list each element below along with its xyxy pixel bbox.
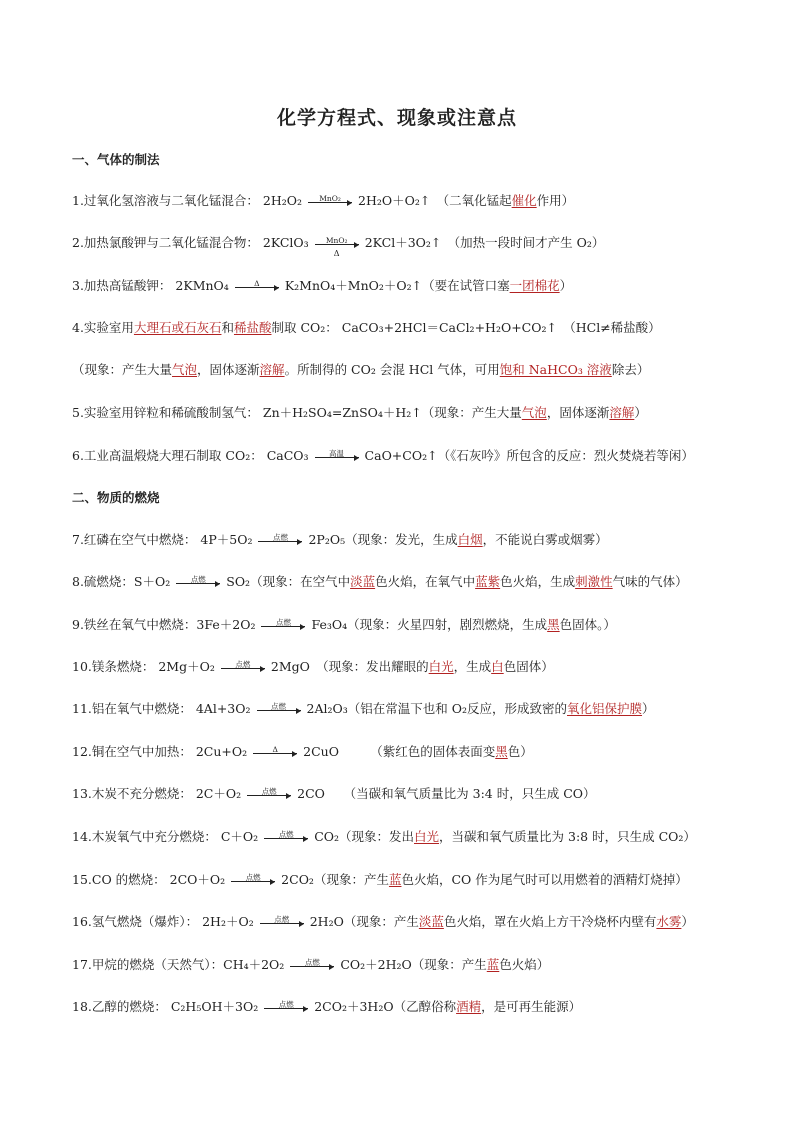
equation-text: 4.实验室用 xyxy=(72,320,134,335)
equation-line xyxy=(72,531,762,549)
reaction-condition-label: 高温 xyxy=(329,448,345,458)
equation-text: ，是可再生能源） xyxy=(481,999,582,1014)
reaction-condition-label: 点燃 xyxy=(261,786,277,796)
reaction-condition-label: MnO₂ xyxy=(325,235,348,245)
equation-text: 色） xyxy=(507,744,533,759)
highlighted-keyword: 黑 xyxy=(495,744,508,759)
equation-text: ，不能说白雾或烟雾） xyxy=(482,532,608,547)
equation-line xyxy=(72,361,762,379)
equation-text: ，生成 xyxy=(453,659,492,674)
highlighted-keyword: 白光 xyxy=(414,829,440,844)
highlighted-keyword: 黑 xyxy=(547,617,560,632)
equation-text: 2H₂O₂ xyxy=(258,193,303,208)
equation-text: 2Al₂O₃（铝在常温下也和 O₂反应，形成致密的 xyxy=(306,701,568,716)
equation-text: K₂MnO₄＋MnO₂＋O₂↑（要在试管口塞 xyxy=(284,278,510,293)
equation-text: 色火焰，生成 xyxy=(500,574,576,589)
equation-line xyxy=(72,913,762,931)
equation-line xyxy=(72,871,762,889)
equation-text: Fe₃O₄（现象：火星四射，剧烈燃烧，生成 xyxy=(311,617,548,632)
equation-text: （现象：产生大量 xyxy=(72,362,173,377)
reaction-condition-arrow xyxy=(221,660,265,676)
highlighted-keyword: 气泡 xyxy=(521,405,547,420)
equation-text: 15.CO 的燃烧： 2CO＋O₂ xyxy=(72,872,226,887)
equation-line xyxy=(72,404,762,422)
equation-line xyxy=(72,234,762,258)
reaction-condition-label: 点燃 xyxy=(278,999,294,1009)
reaction-condition-label: 点燃 xyxy=(274,914,290,924)
equation-text: 10.镁条燃烧： 2Mg＋O₂ xyxy=(72,659,215,674)
equation-line xyxy=(72,743,762,761)
highlighted-keyword: 稀盐酸 xyxy=(233,320,272,335)
highlighted-keyword: 淡蓝 xyxy=(350,574,376,589)
reaction-condition-label: 点燃 xyxy=(190,574,206,584)
equation-text: 和 xyxy=(221,320,234,335)
equation-text: 7.红磷在空气中燃烧： 4P＋5O₂ xyxy=(72,532,253,547)
equation-text: 6.工业高温煅烧大理石制取 CO₂： CaCO₃ xyxy=(72,448,309,463)
reaction-condition-label: 点燃 xyxy=(272,532,288,542)
reaction-condition-arrow xyxy=(257,702,301,718)
equation-text: CaO+CO₂↑（《石灰吟》所包含的反应：烈火焚烧若等闲） xyxy=(364,448,694,463)
equation-line xyxy=(72,700,762,718)
reaction-condition-arrow xyxy=(264,830,308,846)
equation-text: CO₂（现象：发出 xyxy=(314,829,415,844)
section-heading-combustion: 二、物质的燃烧 xyxy=(72,490,160,505)
arrow-icon xyxy=(264,1008,308,1009)
reaction-condition-arrow xyxy=(315,449,359,465)
highlighted-keyword: 溶解 xyxy=(609,405,635,420)
arrow-icon xyxy=(258,541,302,542)
equation-text: 色火焰，CO 作为尾气时可以用燃着的酒精灯烧掉） xyxy=(401,872,688,887)
reaction-condition-arrow xyxy=(308,194,352,210)
equation-text: 制取 CO₂： CaCO₃+2HCl＝CaCl₂+H₂O+CO₂↑ （HCl≠稀盐酸） xyxy=(271,320,661,335)
reaction-condition-arrow xyxy=(315,235,359,258)
reaction-condition-label: Δ xyxy=(272,744,278,754)
reaction-condition-arrow xyxy=(247,787,291,803)
equation-text: 色固体。） xyxy=(559,617,616,632)
arrow-icon xyxy=(308,202,352,203)
equation-text: 作用） xyxy=(536,193,575,208)
equation-line xyxy=(72,828,762,846)
equation-line xyxy=(72,319,762,337)
reaction-condition-label: 点燃 xyxy=(245,872,261,882)
reaction-condition-arrow xyxy=(253,745,297,761)
highlighted-keyword: 水雾 xyxy=(656,914,682,929)
equation-text: 除去） xyxy=(611,362,650,377)
reaction-condition-arrow xyxy=(260,915,304,931)
reaction-condition-arrow xyxy=(258,533,302,549)
equation-text: 17.甲烷的燃烧（天然气）：CH₄＋2O₂ xyxy=(72,957,285,972)
arrow-icon xyxy=(315,457,359,458)
reaction-condition-arrow xyxy=(264,1000,308,1016)
highlighted-keyword: 气泡 xyxy=(172,362,198,377)
reaction-condition-label: 点燃 xyxy=(275,617,291,627)
arrow-icon xyxy=(221,668,265,669)
equation-line xyxy=(72,616,762,634)
reaction-condition-label: 点燃 xyxy=(235,659,251,669)
equation-text: 2H₂O＋O₂↑ （二氧化锰起 xyxy=(358,193,512,208)
arrow-icon xyxy=(247,795,291,796)
equation-text: 11.铝在氧气中燃烧： 4Al+3O₂ xyxy=(72,701,251,716)
arrow-icon xyxy=(235,287,279,288)
equation-text: CO₂＋2H₂O（现象：产生 xyxy=(340,957,487,972)
equation-text: 9.铁丝在氧气中燃烧：3Fe＋2O₂ xyxy=(72,617,256,632)
equation-text: 8.硫燃烧：S＋O₂ xyxy=(72,574,171,589)
highlighted-keyword: 蓝 xyxy=(388,872,402,887)
highlighted-keyword: 酒精 xyxy=(456,999,482,1014)
equation-line xyxy=(72,956,762,974)
equation-line xyxy=(72,447,762,465)
reaction-condition-arrow xyxy=(231,873,275,889)
arrow-icon xyxy=(260,923,304,924)
reaction-condition-label: Δ xyxy=(254,278,260,288)
equation-text: 气味的气体） xyxy=(612,574,688,589)
equation-line xyxy=(72,785,762,803)
arrow-icon xyxy=(253,753,297,754)
reaction-condition-arrow xyxy=(261,618,305,634)
equation-text: 。所制得的 CO₂ 会混 HCl 气体，可用 xyxy=(284,362,500,377)
reaction-condition-label: 点燃 xyxy=(278,829,294,839)
section-heading-gas-preparation: 一、气体的制法 xyxy=(72,152,160,167)
highlighted-keyword: 蓝紫 xyxy=(475,574,501,589)
equation-text: 色固体） xyxy=(503,659,554,674)
reaction-condition-label: MnO₂ xyxy=(319,193,341,203)
equation-line xyxy=(72,192,762,210)
highlighted-keyword: 白 xyxy=(491,659,504,674)
equation-text: 色火焰，罩在火焰上方干冷烧杯内壁有 xyxy=(443,914,657,929)
equation-text: 2.加热氯酸钾与二氧化锰混合物： xyxy=(72,235,259,250)
highlighted-keyword: 蓝 xyxy=(486,957,500,972)
equation-text: 5.实验室用锌粒和稀硫酸制氢气： Zn＋H₂SO₄=ZnSO₄＋H₂↑（现象：产生大量 xyxy=(72,405,522,420)
page-title: 化学方程式、现象或注意点 xyxy=(276,107,517,129)
highlighted-keyword: 一团棉花 xyxy=(509,278,560,293)
highlighted-keyword: 氧化铝保护膜 xyxy=(567,701,643,716)
highlighted-keyword: 白烟 xyxy=(457,532,483,547)
equation-text: 2MgO （现象：发出耀眼的 xyxy=(270,659,429,674)
equation-text: 2CO （当碳和氧气质量比为 3:4 时，只生成 CO） xyxy=(297,786,596,801)
reaction-condition-arrow xyxy=(176,575,220,591)
equation-text: 3.加热高锰酸钾： xyxy=(72,278,172,293)
arrow-icon xyxy=(176,583,220,584)
highlighted-keyword: 饱和 NaHCO₃ 溶液 xyxy=(499,362,612,377)
equation-text: 1.过氧化氢溶液与二氧化锰混合： xyxy=(72,193,259,208)
equation-line xyxy=(72,573,762,591)
equation-text: 2KClO₃ xyxy=(258,235,309,250)
highlighted-keyword: 大理石或石灰石 xyxy=(133,320,222,335)
reaction-condition-arrow xyxy=(290,958,334,974)
equation-text: 2KMnO₄ xyxy=(171,278,229,293)
equation-line xyxy=(72,277,762,295)
reaction-condition-label: 点燃 xyxy=(304,957,320,967)
equation-text: 16.氢气燃烧（爆炸）： 2H₂＋O₂ xyxy=(72,914,254,929)
equation-line xyxy=(72,658,762,676)
equation-text: ） xyxy=(634,405,647,420)
highlighted-keyword: 催化 xyxy=(511,193,537,208)
equation-text: 18.乙醇的燃烧： C₂H₅OH＋3O₂ xyxy=(72,999,259,1014)
highlighted-keyword: 溶解 xyxy=(259,362,285,377)
reaction-condition-label: 点燃 xyxy=(271,701,287,711)
equation-text: 2CuO （紫红色的固体表面变 xyxy=(303,744,496,759)
equation-text: 2CO₂＋3H₂O（乙醇俗称 xyxy=(314,999,457,1014)
arrow-icon xyxy=(290,966,334,967)
equation-text: 色火焰） xyxy=(499,957,550,972)
arrow-icon xyxy=(257,710,301,711)
equation-text: ，当碳和氧气质量比为 3:8 时，只生成 CO₂） xyxy=(439,829,696,844)
equation-text: ） xyxy=(642,701,655,716)
arrow-icon xyxy=(231,881,275,882)
highlighted-keyword: 刺激性 xyxy=(575,574,613,589)
equation-text: 13.木炭不充分燃烧： 2C＋O₂ xyxy=(72,786,242,801)
equation-text: ） xyxy=(559,278,573,293)
equation-text: ，固体逐渐 xyxy=(197,362,260,377)
reaction-condition-arrow xyxy=(235,279,279,295)
arrow-icon xyxy=(264,838,308,839)
reaction-condition-sublabel: Δ xyxy=(333,248,340,258)
equation-text: 2P₂O₅（现象：发光，生成 xyxy=(308,532,458,547)
highlighted-keyword: 淡蓝 xyxy=(418,914,444,929)
equation-text: 14.木炭氧气中充分燃烧： C＋O₂ xyxy=(72,829,259,844)
equation-text: 12.铜在空气中加热： 2Cu+O₂ xyxy=(72,744,248,759)
equation-text: 2H₂O（现象：产生 xyxy=(309,914,419,929)
equation-line xyxy=(72,998,762,1016)
equation-text: SO₂（现象：在空气中 xyxy=(226,574,351,589)
equation-text: 2CO₂（现象：产生 xyxy=(281,872,389,887)
equation-text: 2KCl＋3O₂↑ （加热一段时间才产生 O₂） xyxy=(364,235,605,250)
equation-text: ，固体逐渐 xyxy=(546,405,610,420)
equation-text: ） xyxy=(681,914,694,929)
highlighted-keyword: 白光 xyxy=(428,659,454,674)
arrow-icon xyxy=(261,626,305,627)
equation-text: 色火焰，在氧气中 xyxy=(375,574,476,589)
